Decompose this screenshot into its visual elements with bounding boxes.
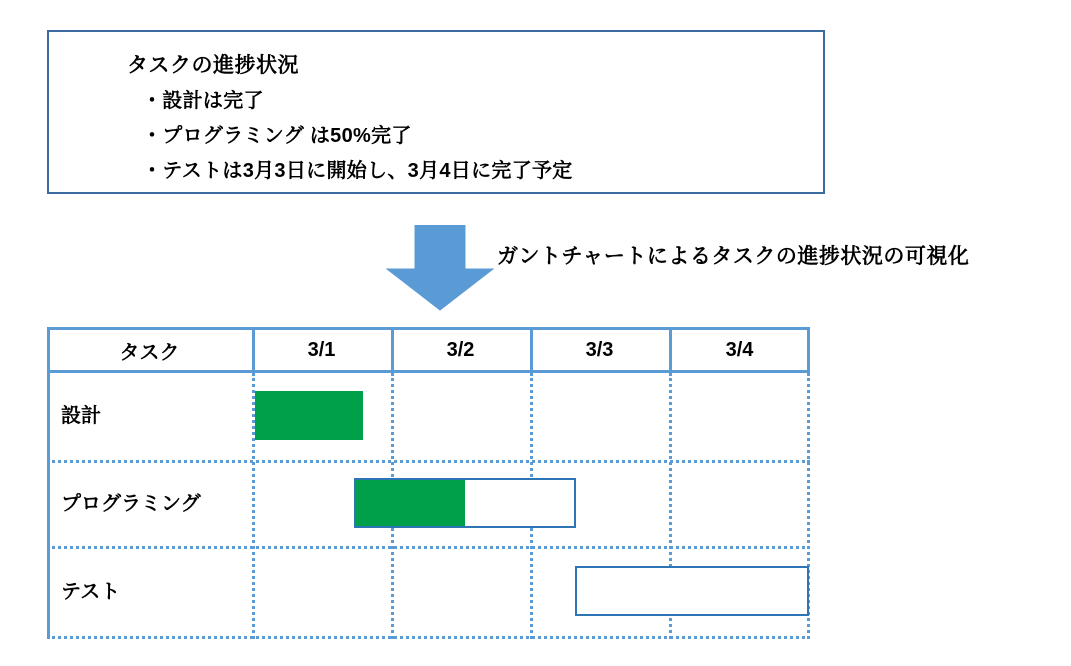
gantt-bar-test-outline xyxy=(575,566,809,616)
gantt-task-label-design: 設計 xyxy=(61,405,101,427)
gantt-task-label-test: テスト xyxy=(61,581,121,603)
down-arrow-icon xyxy=(385,225,495,311)
gantt-left-border xyxy=(47,327,50,639)
gantt-header-date-3: 3/3 xyxy=(585,338,614,361)
gantt-task-label-programming: プログラミング xyxy=(61,493,201,515)
description-box xyxy=(47,30,825,194)
gantt-header-divider-4 xyxy=(669,330,672,376)
gantt-row-divider-2 xyxy=(47,546,810,549)
gantt-row-divider-3 xyxy=(47,636,810,639)
gantt-header-date-4: 3/4 xyxy=(725,338,754,361)
description-title: タスクの進捗状況 xyxy=(127,54,299,77)
gantt-header-row xyxy=(47,327,810,373)
gantt-header-date-1: 3/1 xyxy=(307,338,336,361)
gantt-chart xyxy=(47,327,810,639)
description-bullet-design: ・設計は完了 xyxy=(142,90,264,112)
gantt-header-divider-1 xyxy=(252,330,255,376)
gantt-bar-programming-progress xyxy=(356,480,465,526)
arrow-caption: ガントチャートによるタスクの進捗状況の可視化 xyxy=(497,245,970,268)
gantt-bar-programming-outline xyxy=(354,478,576,528)
gantt-header-divider-3 xyxy=(530,330,533,376)
description-bullet-programming: ・プログラミング は50%完了 xyxy=(142,125,412,147)
gantt-row-divider-1 xyxy=(47,460,810,463)
gantt-header-date-2: 3/2 xyxy=(446,338,475,361)
gantt-header-divider-2 xyxy=(391,330,394,376)
gantt-header-task: タスク xyxy=(119,341,180,364)
gantt-bar-design xyxy=(255,391,363,440)
description-bullet-test: ・テストは3月3日に開始し、3月4日に完了予定 xyxy=(142,160,573,182)
